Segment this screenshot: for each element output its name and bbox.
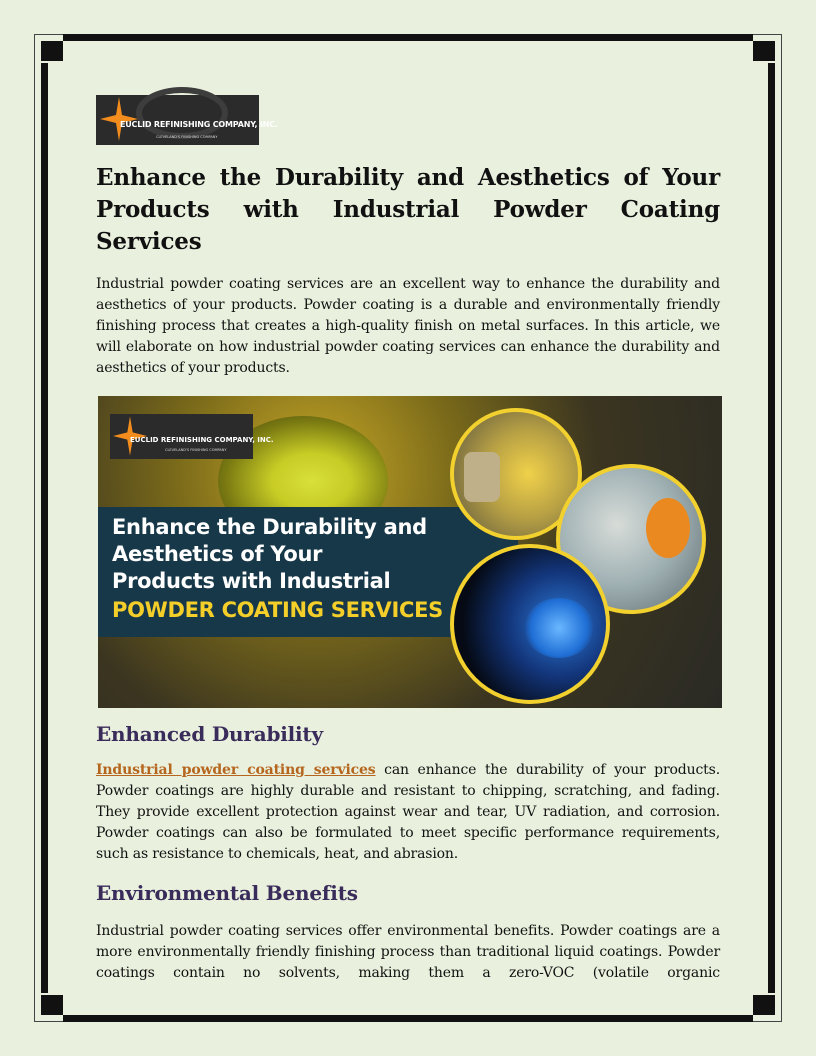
hero-logo-company-name: EUCLID REFINISHING COMPANY, INC. [130, 436, 274, 444]
border-bar-right [768, 63, 775, 993]
hero-line-3: Products with Industrial [112, 569, 391, 593]
orange-part-shape [646, 498, 690, 558]
border-bar-bottom-left [41, 995, 63, 1015]
hero-line-4: POWDER COATING SERVICES [112, 598, 443, 622]
section-heading-durability: Enhanced Durability [96, 722, 323, 746]
hero-image [98, 396, 722, 708]
document-content [96, 95, 720, 984]
logo-tagline: CLEVELAND'S FINISHING COMPANY [156, 135, 218, 139]
border-bar-top [63, 34, 753, 41]
hero-logo [110, 414, 274, 459]
border-bar-top-right [753, 41, 775, 61]
border-bar-bottom-right [753, 995, 775, 1015]
section-paragraph-durability [96, 760, 720, 865]
logo-swirl [136, 87, 228, 139]
article-title: Enhance the Durability and Aesthetics of Your Products with Industrial Powder Coating Services [96, 164, 720, 255]
border-bar-left [41, 63, 48, 993]
spray-gun-shape [464, 452, 500, 502]
logo-starburst-icon [100, 97, 138, 141]
section-heading-environmental: Environmental Benefits [96, 881, 358, 905]
hero-logo-tagline: CLEVELAND'S FINISHING COMPANY [165, 448, 227, 452]
intro-paragraph: Industrial powder coating services are an excellent way to enhance the durability and aesthetics of your products. Powder coating is a durable and environmentally friendly finishing process that creates a high-quality finish on metal surfaces. In this article, we will elaborate on how industrial powder coating services can enhance the durability and aesthetics of your products. [96, 276, 720, 376]
hero-circle-blue-spray [450, 544, 610, 704]
durability-body-text: can enhance the durability of your products. Powder coatings are highly durable and resistant to chipping, scratching, and fading. They provide excellent protection against wear and tear, UV radiation, and corrosion. Powder coatings can also be formulated to meet specific performance requirements, such as resistance to chemicals, heat, and abrasion. [96, 762, 720, 862]
border-bar-top-inner [41, 41, 63, 61]
company-logo [96, 95, 278, 145]
blue-spray-shape [524, 598, 594, 658]
hero-line-2: Aesthetics of Your [112, 542, 323, 566]
logo-company-name: EUCLID REFINISHING COMPANY, INC. [120, 120, 278, 129]
border-bar-bottom [63, 1015, 753, 1022]
hero-line-1: Enhance the Durability and [112, 515, 427, 539]
powder-coating-services-link[interactable]: Industrial powder coating services [96, 762, 376, 778]
section-paragraph-environmental: Industrial powder coating services offer environmental benefits. Powder coatings are a more environmentally friendly finishing process than traditional liquid coatings. Powder coatings contain no solvents, making them a zero-VOC (volatile organic [96, 923, 720, 981]
